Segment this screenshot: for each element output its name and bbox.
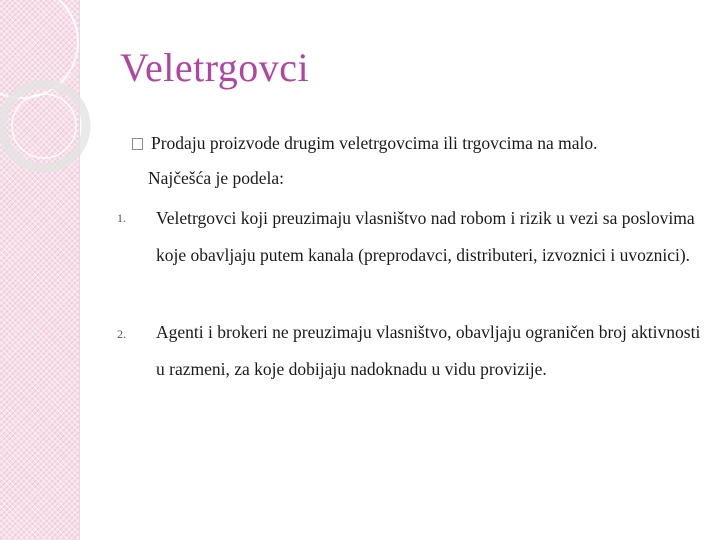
list-item-text: Agenti i brokeri ne preuzimaju vlasništvo, obavljaju ograničen broj aktivnosti u razmeni, za koje dobijaju nadoknadu u vidu provizije. [156, 322, 701, 379]
bullet-point [132, 130, 597, 156]
square-bullet-icon [132, 138, 143, 150]
bullet-text: Prodaju proizvode drugim veletrgovcima ili trgovcima na malo. [151, 133, 598, 153]
list-item-text: Veletrgovci koji preuzimaju vlasništvo nad robom i rizik u vezi sa poslovima koje obavljaju putem kanala (preprodavci, distributeri, izvoznici i uvoznici). [156, 208, 695, 265]
list-item-number: 2. [117, 327, 126, 341]
slide-title: Veletrgovci [120, 45, 310, 90]
list-item-number: 1. [117, 211, 126, 225]
intro-text: Najčešća je podela: [148, 168, 285, 188]
